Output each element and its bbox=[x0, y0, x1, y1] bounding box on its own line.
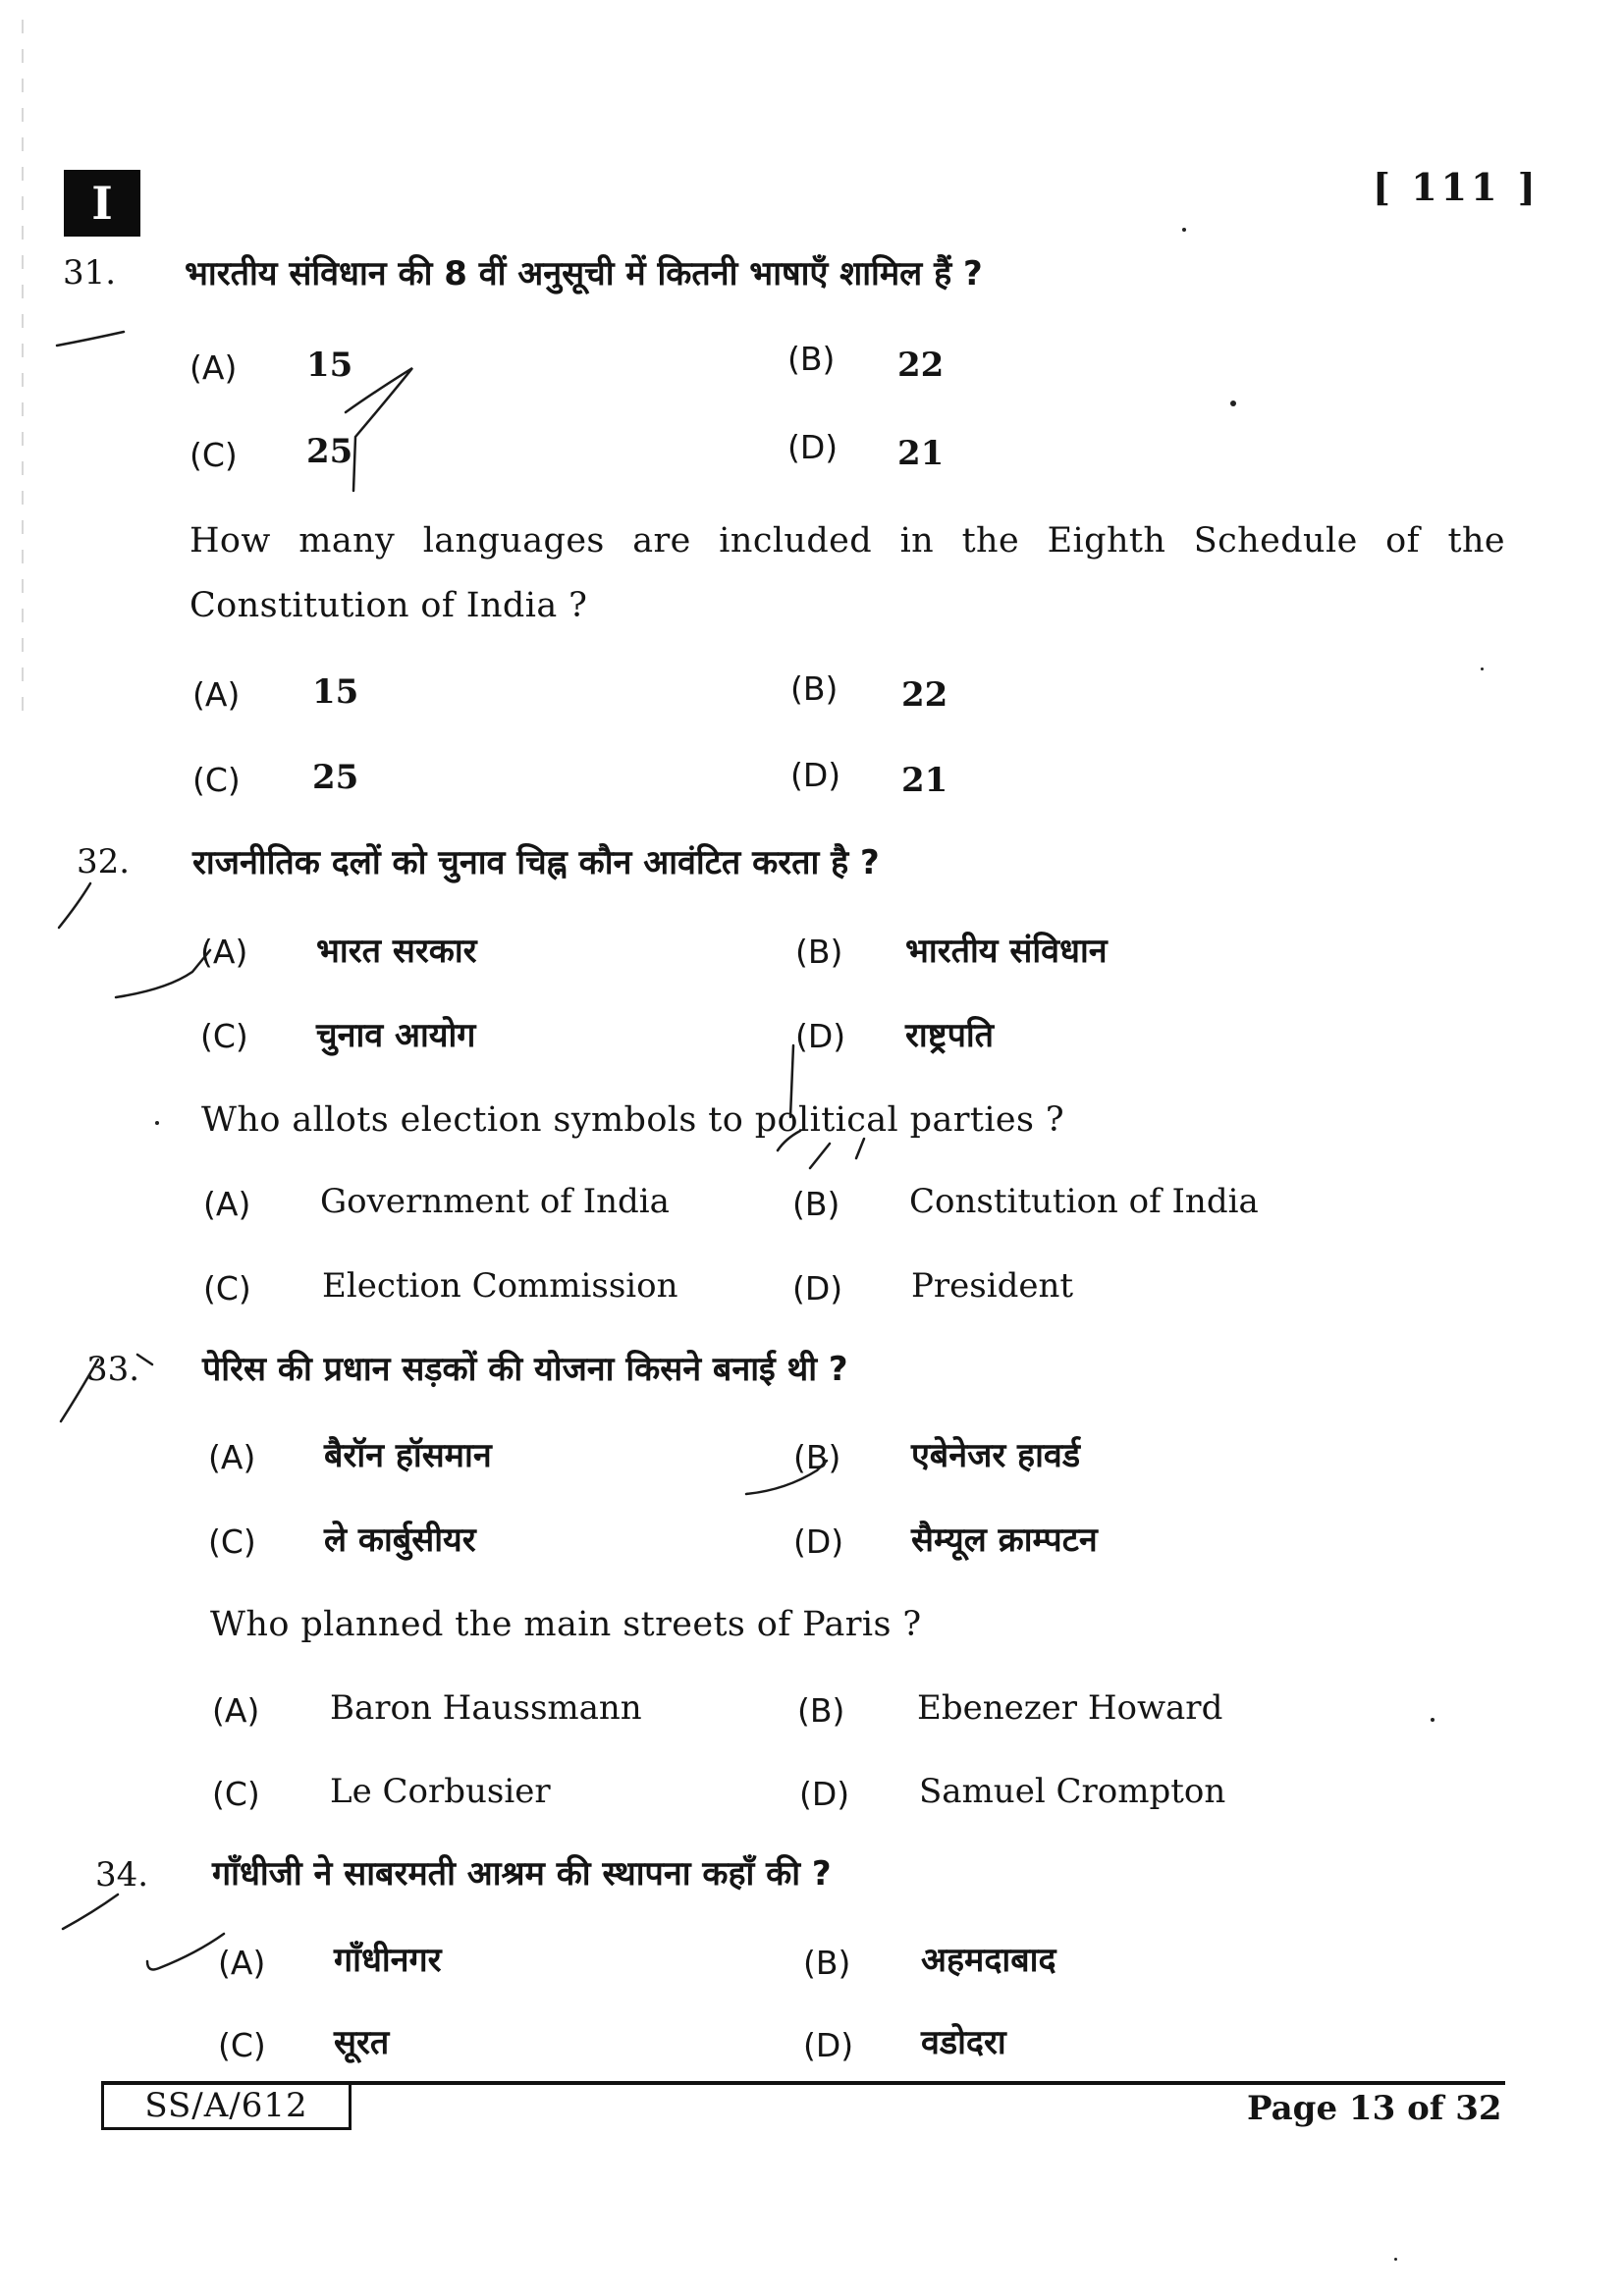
question-number: 32. bbox=[77, 842, 131, 881]
option-text-c: सूरत bbox=[334, 2023, 390, 2062]
question-text-hindi: गाँधीजी ने साबरमती आश्रम की स्थापना कहाँ की ? bbox=[212, 1854, 832, 1894]
option-label-a: (A) bbox=[212, 1691, 260, 1730]
option-label-a: (A) bbox=[203, 1185, 251, 1223]
option-label-d: (D) bbox=[793, 1522, 844, 1561]
question-text-english: Who allots election symbols to political parties ? bbox=[201, 1100, 1065, 1140]
answer-arc-q32-a bbox=[116, 950, 210, 997]
option-text-a: Government of India bbox=[320, 1182, 670, 1221]
option-text-c: Election Commission bbox=[322, 1266, 678, 1306]
option-label-c: (C) bbox=[192, 761, 241, 799]
question-number: 31. bbox=[63, 253, 117, 293]
paper-code: SS/A/612 bbox=[144, 2085, 308, 2125]
option-text-c: चुनाव आयोग bbox=[316, 1016, 476, 1055]
option-label-b: (B) bbox=[787, 340, 836, 378]
option-text-b: Ebenezer Howard bbox=[917, 1688, 1223, 1728]
option-label-b: (B) bbox=[792, 1185, 840, 1223]
margin-tick-q32 bbox=[59, 883, 90, 928]
option-label-d: (D) bbox=[787, 428, 839, 466]
option-label-d: (D) bbox=[792, 1269, 843, 1308]
option-text-d: President bbox=[911, 1266, 1074, 1306]
paper-code-box bbox=[101, 2083, 352, 2130]
option-text-b: एबेनेजर हावर्ड bbox=[911, 1436, 1081, 1475]
option-text-b: भारतीय संविधान bbox=[905, 932, 1108, 971]
scan-speck bbox=[1394, 2258, 1397, 2261]
scan-speck bbox=[1481, 667, 1484, 670]
option-text-a: गाँधीनगर bbox=[334, 1941, 442, 1980]
scan-edge-artifact bbox=[22, 20, 24, 726]
answer-arc-q34-a bbox=[147, 1934, 224, 1969]
set-label: I bbox=[91, 177, 113, 230]
option-text-b: 22 bbox=[901, 675, 948, 715]
option-text-c: Le Corbusier bbox=[330, 1772, 551, 1811]
option-text-d: सैम्यूल क्राम्पटन bbox=[911, 1521, 1098, 1560]
option-label-b: (B) bbox=[803, 1944, 851, 1982]
scan-speck bbox=[155, 1121, 159, 1125]
option-label-b: (B) bbox=[790, 669, 839, 708]
option-label-a: (A) bbox=[189, 348, 238, 387]
option-text-d: वडोदरा bbox=[921, 2023, 1006, 2062]
option-label-a: (A) bbox=[200, 933, 248, 971]
option-text-a: 15 bbox=[306, 346, 353, 385]
option-label-d: (D) bbox=[799, 1775, 850, 1813]
option-text-b: अहमदाबाद bbox=[921, 1941, 1056, 1980]
option-text-c: 25 bbox=[306, 432, 353, 471]
option-label-c: (C) bbox=[218, 2026, 266, 2064]
scan-speck bbox=[1182, 228, 1186, 232]
set-label-box bbox=[64, 170, 140, 237]
page-number: Page 13 of 32 bbox=[1247, 2089, 1502, 2128]
scan-speck bbox=[1431, 1718, 1435, 1722]
option-label-a: (A) bbox=[192, 675, 241, 714]
check-mark-q31-c bbox=[346, 368, 412, 491]
option-label-b: (B) bbox=[797, 1691, 845, 1730]
question-text-hindi: राजनीतिक दलों को चुनाव चिह्न कौन आवंटित करता है ? bbox=[192, 843, 880, 882]
option-text-d: Samuel Crompton bbox=[919, 1772, 1226, 1811]
option-label-d: (D) bbox=[795, 1017, 846, 1055]
option-label-a: (A) bbox=[208, 1438, 256, 1476]
option-text-b: 22 bbox=[897, 346, 945, 385]
option-text-c: 25 bbox=[312, 758, 359, 797]
option-label-b: (B) bbox=[795, 933, 843, 971]
scan-speck bbox=[1230, 400, 1236, 406]
option-text-d: 21 bbox=[901, 761, 948, 800]
question-number: 33. bbox=[86, 1350, 140, 1389]
option-text-a: 15 bbox=[312, 672, 359, 712]
page-code: [ 111 ] bbox=[1373, 165, 1540, 209]
question-text-english: How many languages are included in the Eighth Schedule of the Constitution of India ? bbox=[189, 521, 1505, 625]
question-text-hindi: पेरिस की प्रधान सड़कों की योजना किसने बनाई थी ? bbox=[202, 1350, 848, 1389]
option-label-c: (C) bbox=[208, 1522, 256, 1561]
option-label-a: (A) bbox=[218, 1944, 266, 1982]
option-label-d: (D) bbox=[790, 756, 841, 794]
question-text-english: Who planned the main streets of Paris ? bbox=[210, 1605, 922, 1644]
option-text-a: भारत सरकार bbox=[316, 932, 477, 971]
question-text-hindi: भारतीय संविधान की 8 वीं अनुसूची में कितनी भाषाएँ शामिल हैं ? bbox=[185, 254, 983, 294]
option-text-b: Constitution of India bbox=[909, 1182, 1259, 1221]
option-label-c: (C) bbox=[212, 1775, 260, 1813]
question-number: 34. bbox=[95, 1855, 149, 1895]
option-text-d: राष्ट्रपति bbox=[905, 1016, 995, 1055]
margin-tick-q34 bbox=[63, 1895, 118, 1929]
option-text-c: ले कार्बुसीयर bbox=[324, 1521, 476, 1560]
option-label-c: (C) bbox=[203, 1269, 251, 1308]
option-label-b: (B) bbox=[793, 1438, 841, 1476]
option-label-c: (C) bbox=[200, 1017, 248, 1055]
option-text-a: Baron Haussmann bbox=[330, 1688, 642, 1728]
option-text-a: बैरॉन हॉसमान bbox=[324, 1436, 492, 1475]
margin-tick-q31 bbox=[57, 332, 124, 346]
option-label-d: (D) bbox=[803, 2026, 854, 2064]
option-label-c: (C) bbox=[189, 436, 238, 474]
option-text-d: 21 bbox=[897, 434, 945, 473]
